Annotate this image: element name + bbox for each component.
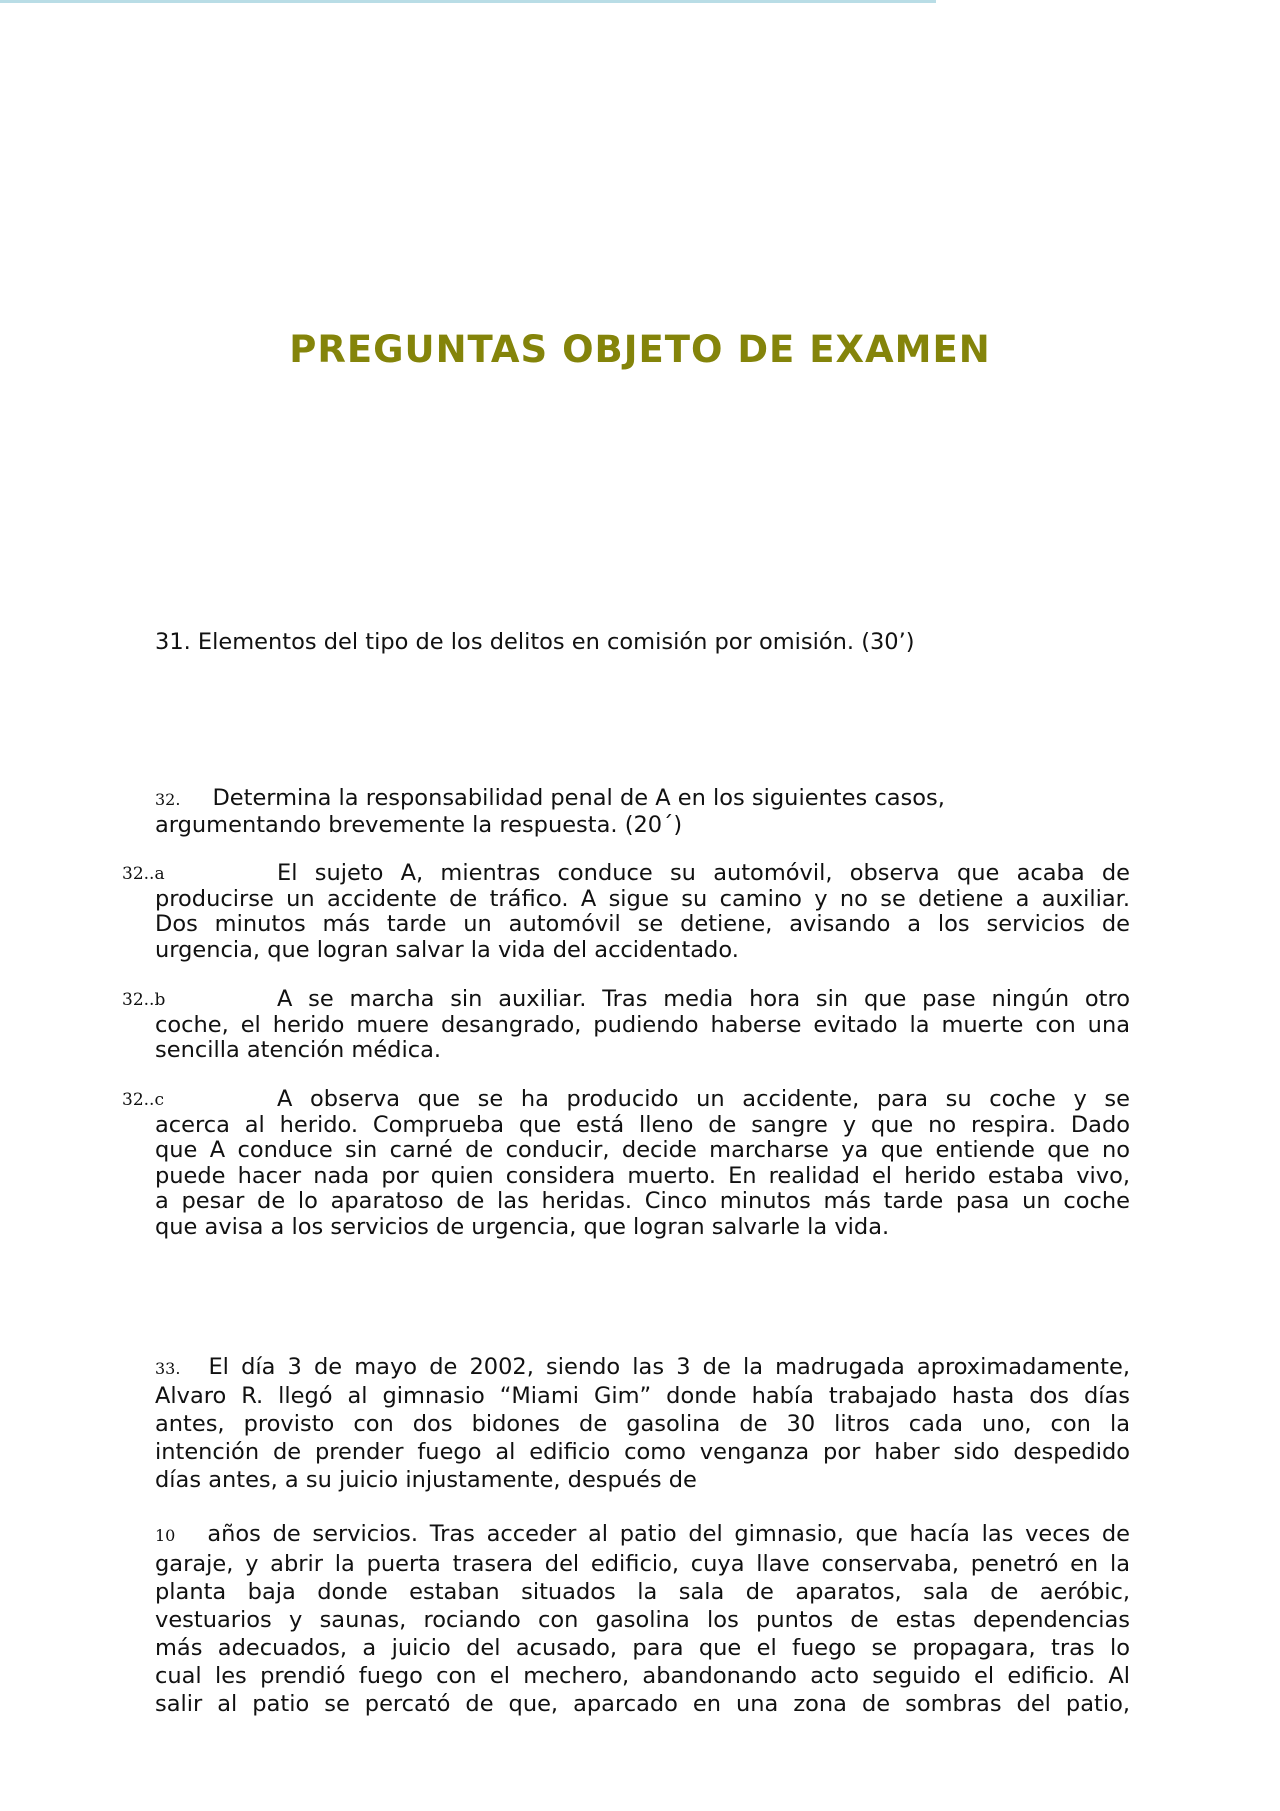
case-c-line: A observa que se ha producido un accidente, para su coche y se — [277, 1086, 1130, 1112]
question-33-line: intención de prender fuego al edificio como venganza por haber sido despedido — [155, 1438, 1130, 1465]
case-b-line: sencilla atención médica. — [155, 1037, 442, 1063]
question-33-cont-line: vestuarios y saunas, rociando con gasolina los puntos de estas dependencias — [155, 1607, 1130, 1633]
question-33-line: Alvaro R. llegó al gimnasio “Miami Gim” donde había trabajado hasta dos días — [155, 1382, 1130, 1409]
case-c-line: que A conduce sin carné de conducir, decide marcharse ya que entiende que no — [155, 1137, 1130, 1163]
question-33-line: días antes, a su juicio injustamente, después de — [155, 1466, 697, 1493]
question-33-cont-line-1: 10 años de servicios. Tras acceder al patio del gimnasio, que hacía las veces de — [155, 1521, 1130, 1547]
case-a-label: 32..a — [122, 864, 165, 884]
case-c-line: acerca al herido. Comprueba que está lleno de sangre y que no respira. Dado — [155, 1111, 1130, 1138]
case-c-line: a pesar de lo aparatoso de las heridas. Cinco minutos más tarde pasa un coche — [155, 1188, 1130, 1214]
question-33-continuation — [155, 1520, 1130, 1718]
question-33-cont-line: garaje, y abrir la puerta trasera del edificio, cuya llave conservaba, penetró en la — [155, 1551, 1130, 1577]
case-c-label: 32..c — [122, 1090, 164, 1110]
question-31 — [155, 630, 1130, 656]
question-33-line-1: 33. El día 3 de mayo de 2002, siendo las 3 de la madrugada aproximadamente, — [155, 1354, 1130, 1380]
case-c-line: que avisa a los servicios de urgencia, que logran salvarle la vida. — [155, 1213, 890, 1240]
question-33-cont-line: planta baja donde estaban situados la sala de aparatos, sala de aeróbic, — [155, 1579, 1130, 1605]
case-a-line: El sujeto A, mientras conduce su automóvil, observa que acaba de — [277, 860, 1130, 886]
case-b-line: coche, el herido muere desangrado, pudiendo haberse evitado la muerte con una — [155, 1011, 1130, 1038]
question-33-cont-line: salir al patio se percató de que, aparcado en una zona de sombras del patio, — [155, 1691, 1130, 1717]
question-33-continuation-number: 10 — [155, 1526, 176, 1545]
question-32 — [155, 786, 1130, 838]
case-a — [155, 861, 1130, 963]
question-33-number: 33. — [155, 1359, 181, 1378]
case-b-label: 32..b — [122, 990, 166, 1010]
question-32-number: 32. — [155, 790, 181, 809]
case-c-line: puede hacer nada por quien considera muerto. En realidad el herido estaba vivo, — [155, 1162, 1130, 1189]
question-33-cont-line: más adecuados, a juicio del acusado, para que el fuego se propagara, tras lo — [155, 1635, 1130, 1661]
question-33-cont-line: cual les prendió fuego con el mechero, abandonando acto seguido el edificio. Al — [155, 1663, 1130, 1689]
case-b — [155, 987, 1130, 1064]
question-33 — [155, 1355, 1130, 1494]
case-b-line: A se marcha sin auxiliar. Tras media hora sin que pase ningún otro — [277, 986, 1130, 1012]
question-33-line: antes, provisto con dos bidones de gasolina de 30 litros cada uno, con la — [155, 1410, 1130, 1437]
case-a-line: Dos minutos más tarde un automóvil se detiene, avisando a los servicios de — [155, 911, 1130, 937]
page-title: PREGUNTAS OBJETO DE EXAMEN — [289, 328, 991, 371]
question-32-line-1: 32. Determina la responsabilidad penal de A en los siguientes casos, — [155, 785, 945, 811]
question-32-line-2: argumentando brevemente la respuesta. (20´) — [155, 811, 683, 838]
top-border-line — [0, 0, 936, 3]
question-31-text: 31. Elementos del tipo de los delitos en comisión por omisión. (30’) — [155, 629, 915, 655]
case-c — [155, 1087, 1130, 1240]
case-a-line: producirse un accidente de tráfico. A sigue su camino y no se detiene a auxiliar. — [155, 885, 1130, 912]
case-a-line: urgencia, que logran salvar la vida del accidentado. — [155, 936, 739, 963]
